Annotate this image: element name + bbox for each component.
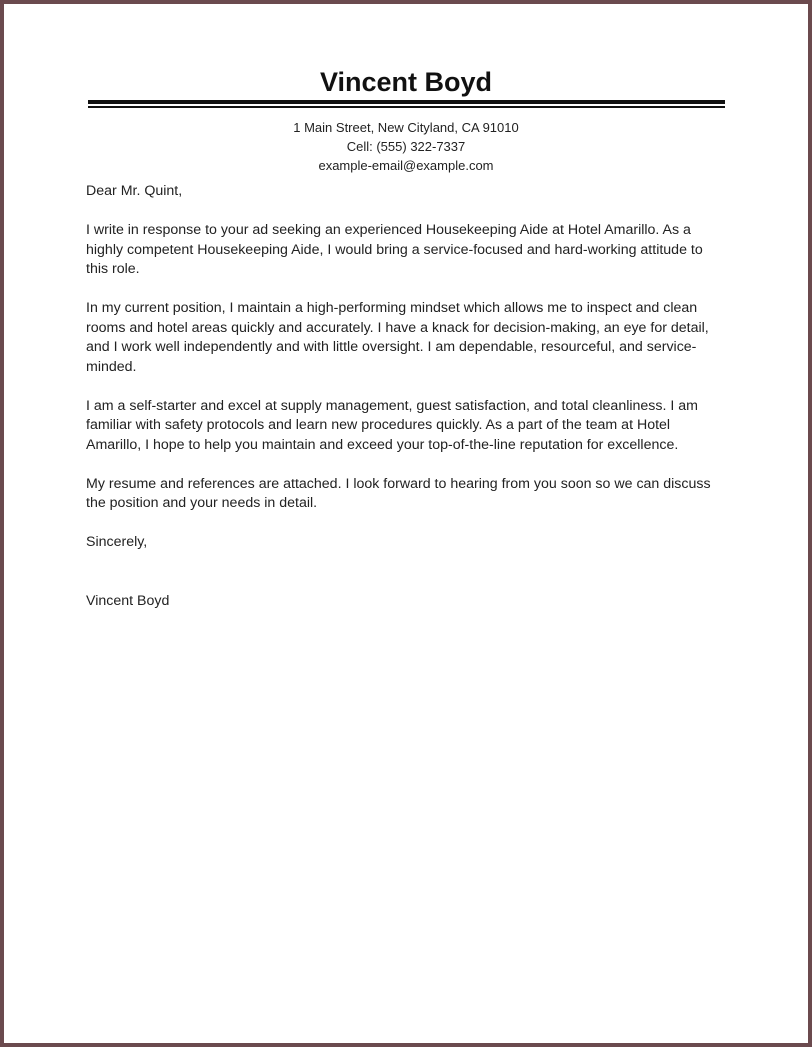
- letter-page: [4, 4, 808, 1043]
- sender-name: Vincent Boyd: [319, 67, 493, 97]
- paragraph-4: My resume and references are attached. I look forward to hearing from you soon so we can discuss the position and your needs in detail.: [86, 475, 711, 511]
- header-rule-thick: [88, 100, 725, 104]
- paragraph-3: I am a self-starter and excel at supply management, guest satisfaction, and total cleanliness. I am familiar with safety protocols and learn new procedures quickly. As a part of the team at Hotel Amarillo, I hope to help you maintain and exceed your top-of-the-line reputation for excellence.: [86, 397, 698, 453]
- paragraph-1: I write in response to your ad seeking an experienced Housekeeping Aide at Hotel Amarillo. As a highly competent Housekeeping Aide, I would bring a service-focused and hard-working attitude to this role.: [86, 222, 703, 277]
- header-rule-thin: [88, 106, 725, 108]
- closing: Sincerely,: [86, 534, 148, 550]
- sender-phone: Cell: (555) 322-7337: [346, 139, 466, 154]
- letter-body: [86, 182, 726, 631]
- paragraph-2: In my current position, I maintain a high-performing mindset which allows me to inspect and clean rooms and hotel areas quickly and accurately. I have a knack for decision-making, an eye for detail, and I work well independently and with little oversight. I am dependable, resourceful, and service-minded.: [86, 300, 709, 375]
- salutation: Dear Mr. Quint,: [86, 183, 183, 199]
- sender-email: example-email@example.com: [318, 158, 494, 173]
- sender-address: 1 Main Street, New Cityland, CA 91010: [293, 120, 519, 135]
- contact-block: [4, 118, 808, 175]
- signature: Vincent Boyd: [86, 592, 170, 609]
